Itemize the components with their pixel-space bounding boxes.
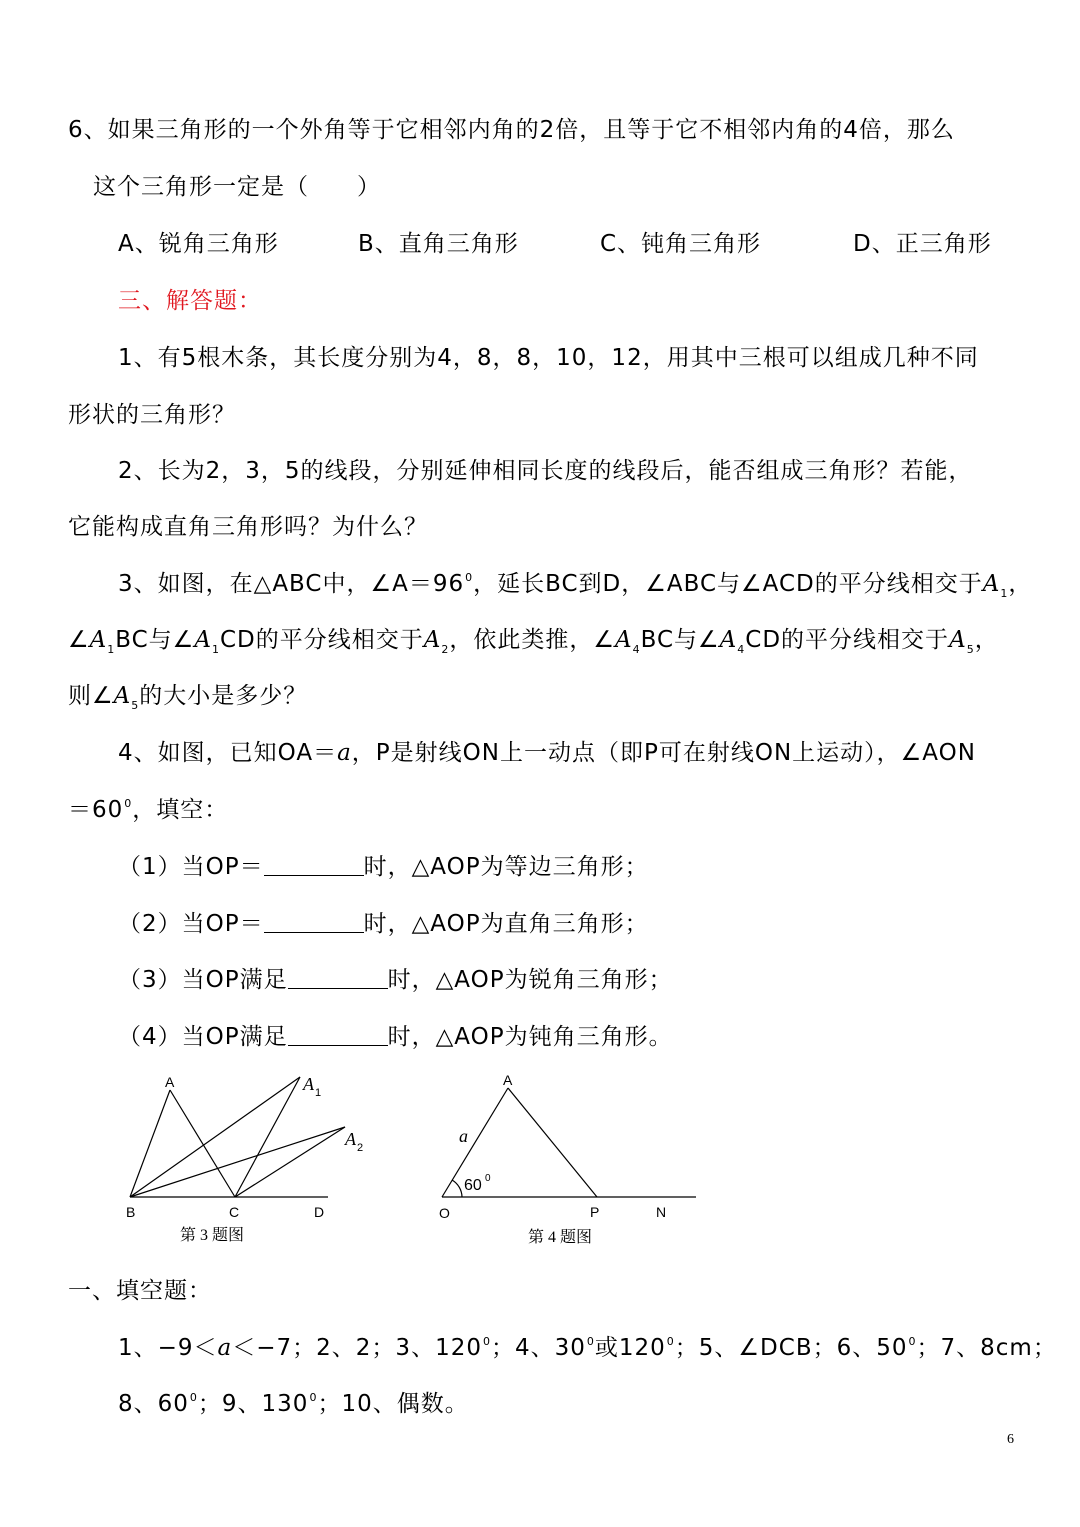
p4-item-3: （3）当OP满足 时，△AOP为锐角三角形；: [118, 967, 673, 993]
p4-item-1: （1）当OP＝ 时，△AOP为等边三角形；: [118, 854, 649, 880]
fig4-angle-arc: [452, 1180, 462, 1197]
p4-line1: 4、如图，已知OA＝a，P是射线ON上一动点（即P可在射线ON上运动），∠AON: [118, 740, 976, 766]
fig3-label-a2: A: [345, 1129, 356, 1149]
p3-line1: 3、如图，在△ABC中，$\angle A=96^0$，延长BC到D，∠ABC与∠ACD的平分线相交于$A_1$，: [118, 571, 1033, 600]
q6-option-a: A、锐角三角形: [118, 231, 279, 257]
fig4-label-a-length: a: [459, 1126, 468, 1146]
fig4-label-n: N: [656, 1204, 667, 1220]
fig4-caption: 第 4 题图: [528, 1229, 593, 1246]
fig4-label-o: O: [439, 1205, 450, 1221]
q6-option-d: D、正三角形: [853, 231, 992, 257]
fig3-line-ba: [130, 1090, 170, 1197]
answers-title: 一、填空题：: [68, 1278, 212, 1304]
fig3-caption: 第 3 题图: [180, 1227, 245, 1244]
fig4-label-p: P: [590, 1204, 600, 1220]
fig4-angle-value: 60: [464, 1177, 482, 1194]
p2-line1: 2、长为2，3，5的线段，分别延伸相同长度的线段后，能否组成三角形？若能，: [118, 458, 973, 484]
q6-line2: 这个三角形一定是（ ）: [93, 174, 381, 200]
fig3-label-a2-sub: 2: [357, 1142, 364, 1154]
fig3-label-c: C: [229, 1204, 240, 1220]
fig4-label-a: A: [503, 1072, 513, 1088]
p1-line1: 1、有5根木条，其长度分别为4，8，8，10，12，用其中三根可以组成几种不同: [118, 345, 979, 371]
answers-line1: 1、−9＜a＜−7；2、2；3、$120^0$；4、$30^0$或$120^0$；5、∠DCB；6、$50^0$；7、8cm；: [118, 1335, 1057, 1361]
fig3-label-a: A: [165, 1074, 175, 1090]
fig3-line-ba1: [130, 1077, 300, 1197]
p4-line2: $=60^0$，填空：: [68, 797, 229, 823]
fig4-line-ap: [508, 1088, 597, 1197]
fig4-angle-degree: 0: [485, 1173, 491, 1184]
p3-line2: $\angle A_1BC$与$\angle A_1CD$的平分线相交于$A_2$，依此类推，$\angle A_4BC$与$\angle A_4CD$的平分线相交于$A_5$，: [68, 627, 999, 656]
p2-line2: 它能构成直角三角形吗？为什么？: [68, 514, 428, 540]
p4-item-4: （4）当OP满足 时，△AOP为钝角三角形。: [118, 1024, 673, 1050]
fig3-label-a1-sub: 1: [315, 1087, 322, 1099]
fig3-label-d: D: [314, 1204, 325, 1220]
q6-option-c: C、钝角三角形: [600, 231, 762, 257]
p1-line2: 形状的三角形？: [68, 402, 236, 428]
fig3-line-ca2: [235, 1127, 345, 1197]
section-title-answer-questions: 三、解答题：: [118, 288, 262, 314]
fig3-label-a1: A: [303, 1074, 314, 1094]
page-number: 6: [1007, 1432, 1014, 1447]
fig3-line-ba2: [130, 1127, 345, 1197]
p3-line3: 则$\angle A_5$的大小是多少？: [68, 683, 308, 712]
fig3-label-b: B: [126, 1204, 136, 1220]
q6-line1: 6、如果三角形的一个外角等于它相邻内角的2倍，且等于它不相邻内角的4倍，那么: [68, 117, 955, 143]
fig3-line-ca1: [235, 1077, 300, 1197]
answers-line2: 8、$60^0$；9、$130^0$；10、偶数。: [118, 1391, 469, 1417]
q6-option-b: B、直角三角形: [358, 231, 519, 257]
p4-item-2: （2）当OP＝ 时，△AOP为直角三角形；: [118, 911, 649, 937]
